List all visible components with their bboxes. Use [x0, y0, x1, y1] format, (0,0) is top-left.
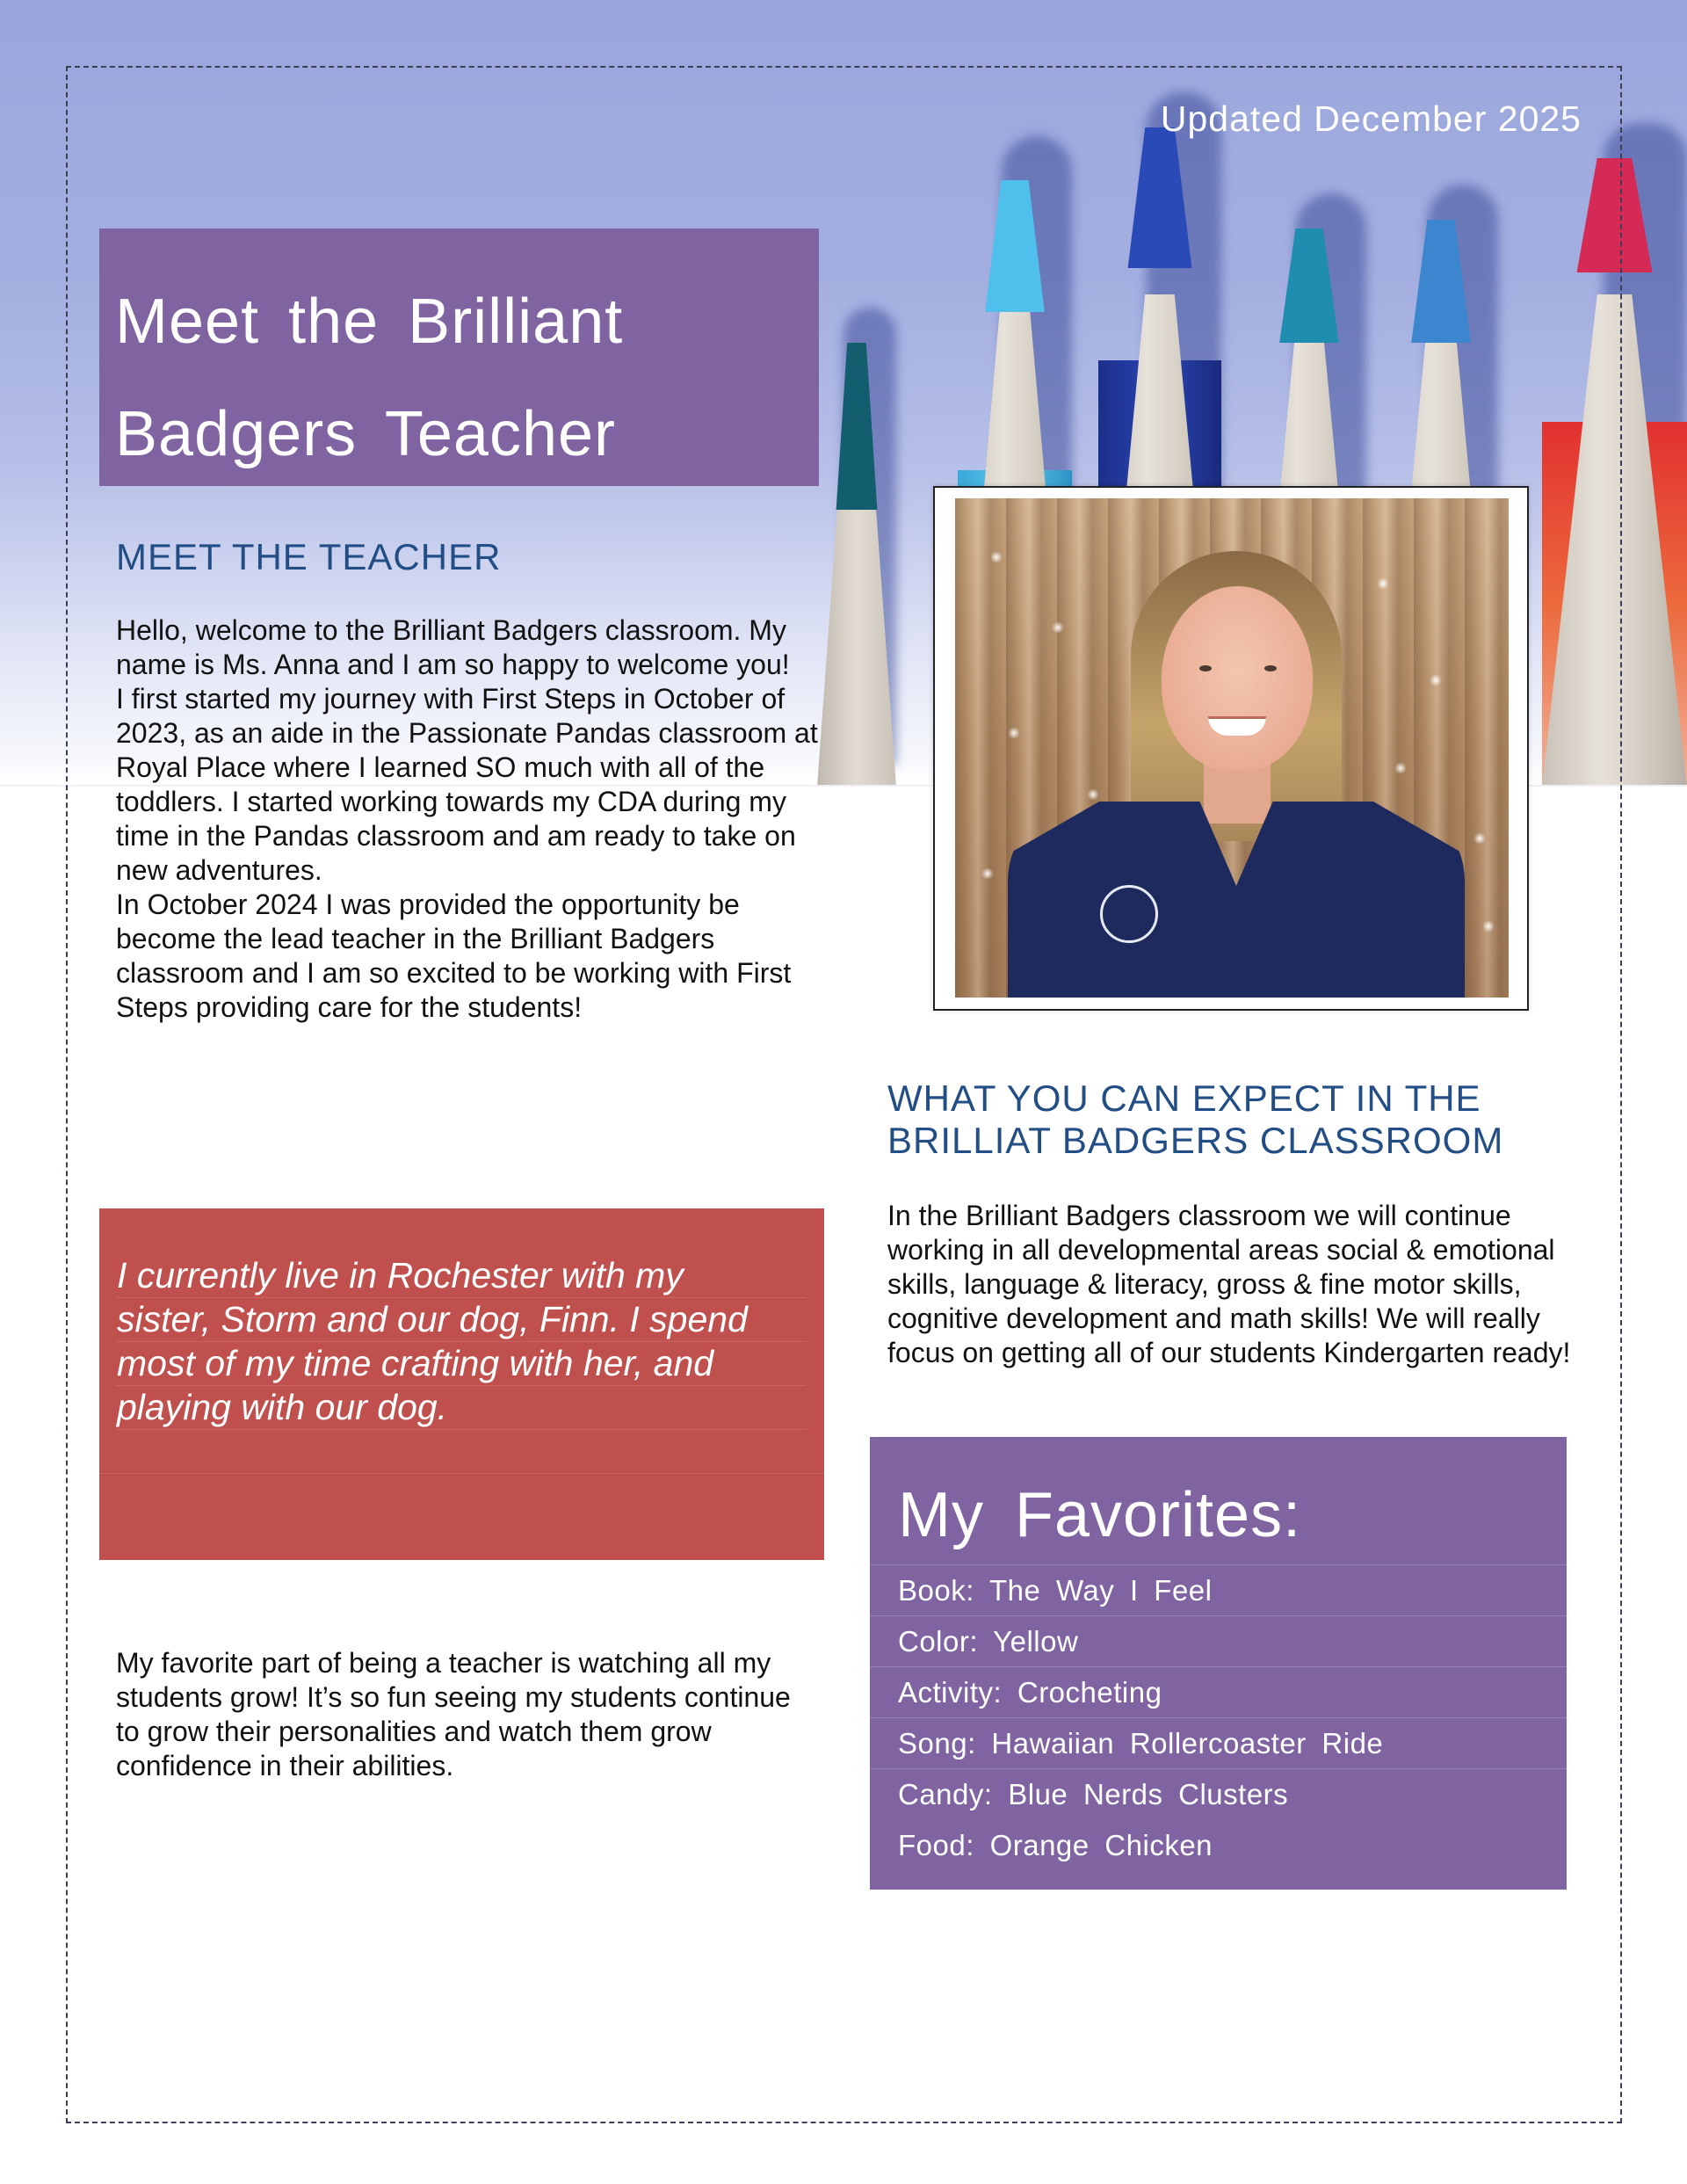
meet-the-teacher-heading: MEET THE TEACHER — [116, 536, 502, 577]
meet-the-teacher-text — [116, 613, 819, 1025]
favorite-part-text: My favorite part of being a teacher is watching all my students grow! It’s so fun seeing my students continue to grow their personalities and watch them grow confidence in their abilities. — [116, 1647, 791, 1781]
favorite-item-song — [870, 1717, 1567, 1768]
pencil-red-icon — [1542, 158, 1687, 787]
lead-teacher-paragraph: In October 2024 I was provided the opportunity be become the lead teacher in the Brilliant Badgers classroom and I am so excited to be working with First Steps providing care for the students! — [116, 889, 792, 1023]
page-title-line-2: Badgers Teacher — [115, 399, 617, 469]
expect-heading-line-1: WHAT YOU CAN EXPECT IN THE — [887, 1077, 1481, 1119]
teacher-photo — [955, 498, 1509, 998]
favorites-box — [870, 1437, 1567, 1890]
journey-paragraph: I first started my journey with First Steps in October of 2023, as an aide in the Passionate Pandas classroom at Royal Place where I learned SO much with all of the toddlers. I started working towards my CDA during my time in the Pandas classroom and am ready to take on new adventures. — [116, 683, 818, 886]
favorite-label: Book: — [898, 1574, 974, 1607]
favorites-list — [870, 1564, 1567, 1870]
favorite-item-activity — [870, 1666, 1567, 1717]
favorite-label: Food: — [898, 1829, 974, 1861]
quote-line-1: I currently live in Rochester with my — [117, 1254, 807, 1298]
favorite-item-candy — [870, 1768, 1567, 1819]
favorite-label: Activity: — [898, 1676, 1003, 1709]
favorite-value: Yellow — [993, 1625, 1079, 1658]
favorite-label: Color: — [898, 1625, 979, 1658]
teacher-photo-frame — [933, 486, 1529, 1011]
quote-line-3: most of my time crafting with her, and — [117, 1342, 807, 1386]
personal-quote-box — [99, 1208, 824, 1560]
favorite-value: Blue Nerds Clusters — [1008, 1778, 1289, 1810]
favorite-item-book — [870, 1564, 1567, 1615]
favorites-title: My Favorites: — [898, 1480, 1302, 1550]
favorite-value: Orange Chicken — [989, 1829, 1213, 1861]
pencil-teal-icon — [817, 343, 896, 787]
page-title-box — [99, 229, 819, 486]
favorite-label: Candy: — [898, 1778, 993, 1810]
neck — [1204, 762, 1271, 824]
favorite-item-color — [870, 1615, 1567, 1666]
expect-text: In the Brilliant Badgers classroom we will continue working in all developmental areas social & emotional skills, language & literacy, gross & fine motor skills, cognitive development and math skills! We will really focus on getting all of our students Kindergarten ready! — [887, 1200, 1571, 1368]
intro-paragraph: Hello, welcome to the Brilliant Badgers classroom. My name is Ms. Anna and I am so happy to welcome you! — [116, 614, 790, 680]
face — [1162, 586, 1313, 771]
updated-date: Updated December 2025 — [1160, 98, 1582, 139]
expect-heading-line-2: BRILLIAT BADGERS CLASSROOM — [887, 1120, 1504, 1161]
favorite-value: Crocheting — [1017, 1676, 1162, 1709]
first-steps-academy-logo-icon — [1100, 885, 1158, 943]
quote-line-4: playing with our dog. — [117, 1386, 807, 1430]
expect-heading — [887, 1077, 1608, 1162]
page-title-line-1: Meet the Brilliant — [115, 287, 624, 357]
favorite-label: Song: — [898, 1727, 976, 1760]
quote-rule — [99, 1473, 824, 1474]
favorite-value: The Way I Feel — [988, 1574, 1213, 1607]
favorite-item-food — [870, 1819, 1567, 1870]
quote-line-2: sister, Storm and our dog, Finn. I spend — [117, 1298, 807, 1342]
favorite-value: Hawaiian Rollercoaster Ride — [991, 1727, 1384, 1760]
